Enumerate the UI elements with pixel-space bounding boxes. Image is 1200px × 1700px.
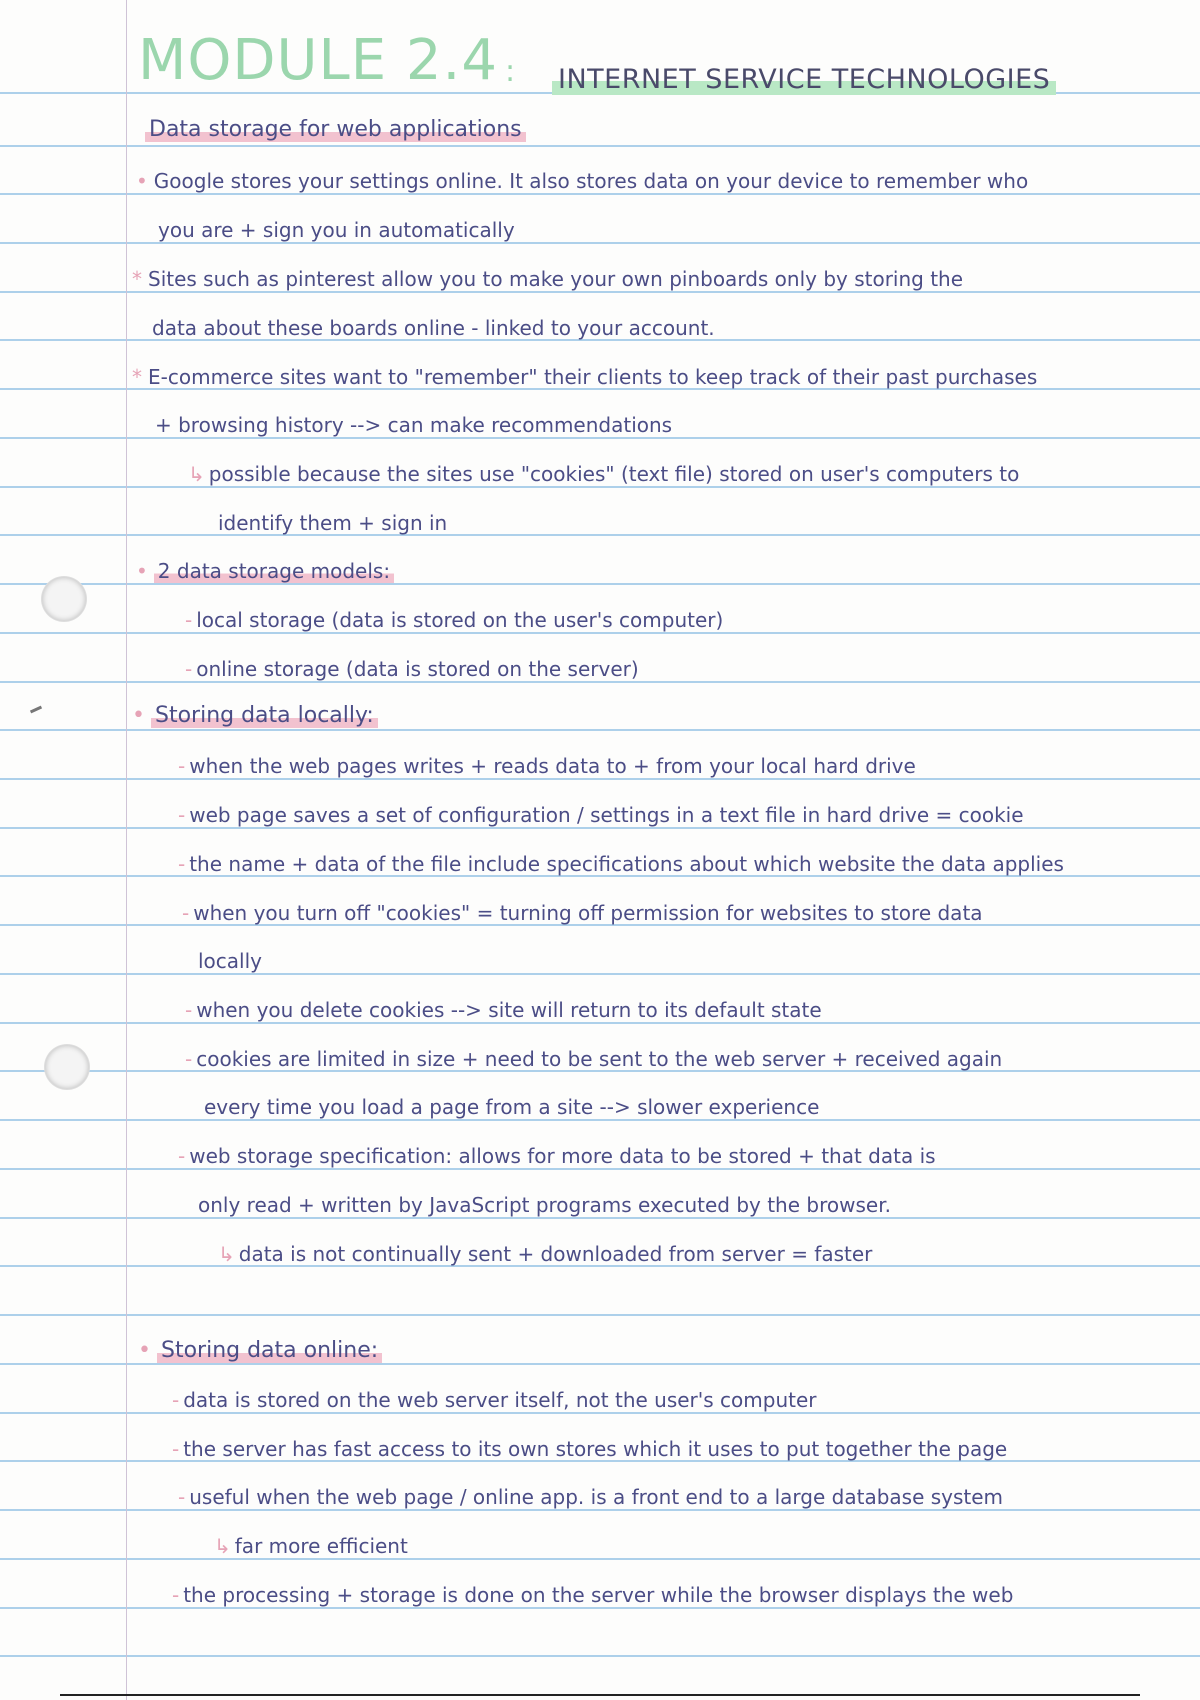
note-line: - when you delete cookies --> site will return to its default state	[185, 998, 822, 1022]
title-colon: :	[505, 54, 516, 89]
note-line: - the server has fast access to its own stores which it uses to put together the page	[172, 1437, 1008, 1461]
note-heading: • Storing data locally:	[132, 703, 378, 729]
pen-mark	[30, 706, 42, 714]
page-edge-line	[60, 1694, 1140, 1696]
section-heading: Data storage for web applications	[145, 117, 526, 143]
note-line: ↳ data is not continually sent + downloaded from server = faster	[218, 1242, 873, 1266]
note-line: * E-commerce sites want to "remember" their clients to keep track of their past purchases	[132, 365, 1038, 389]
note-heading: • Storing data online:	[138, 1338, 382, 1364]
note-line: - the processing + storage is done on the server while the browser displays the web	[172, 1583, 1014, 1607]
module-subtitle: INTERNET SERVICE TECHNOLOGIES	[552, 64, 1056, 95]
note-line: - web storage specification: allows for more data to be stored + that data is	[178, 1144, 936, 1168]
note-line: you are + sign you in automatically	[158, 218, 515, 242]
note-line: locally	[198, 949, 262, 973]
note-line: + browsing history --> can make recommendations	[155, 413, 673, 437]
punch-hole	[45, 1045, 89, 1089]
note-line: ↳ far more efficient	[214, 1534, 408, 1558]
note-line: - data is stored on the web server itself, not the user's computer	[172, 1388, 817, 1412]
note-line: • Google stores your settings online. It also stores data on your device to remember who	[136, 169, 1029, 193]
note-line: every time you load a page from a site --> slower experience	[204, 1095, 820, 1119]
margin-line	[126, 0, 127, 1700]
note-line: * Sites such as pinterest allow you to make your own pinboards only by storing the	[132, 267, 964, 291]
note-line: - when you turn off "cookies" = turning off permission for websites to store data	[182, 901, 983, 925]
note-line: identify them + sign in	[218, 511, 448, 535]
note-line: ↳ possible because the sites use "cookies" (text file) stored on user's computers to	[188, 462, 1020, 486]
module-title: MODULE 2.4	[138, 28, 498, 93]
note-line: - the name + data of the file include specifications about which website the data applies	[178, 852, 1064, 876]
punch-hole	[42, 577, 86, 621]
note-line: • 2 data storage models:	[136, 558, 394, 584]
note-line: - web page saves a set of configuration / settings in a text file in hard drive = cookie	[178, 803, 1024, 827]
note-line: only read + written by JavaScript programs executed by the browser.	[198, 1193, 891, 1217]
note-line: - cookies are limited in size + need to be sent to the web server + received again	[185, 1047, 1003, 1071]
note-line: - local storage (data is stored on the user's computer)	[185, 608, 724, 632]
note-line: data about these boards online - linked to your account.	[152, 316, 715, 340]
note-line: - online storage (data is stored on the server)	[185, 657, 639, 681]
note-line: - when the web pages writes + reads data to + from your local hard drive	[178, 754, 916, 778]
note-line: - useful when the web page / online app. is a front end to a large database system	[178, 1485, 1004, 1509]
